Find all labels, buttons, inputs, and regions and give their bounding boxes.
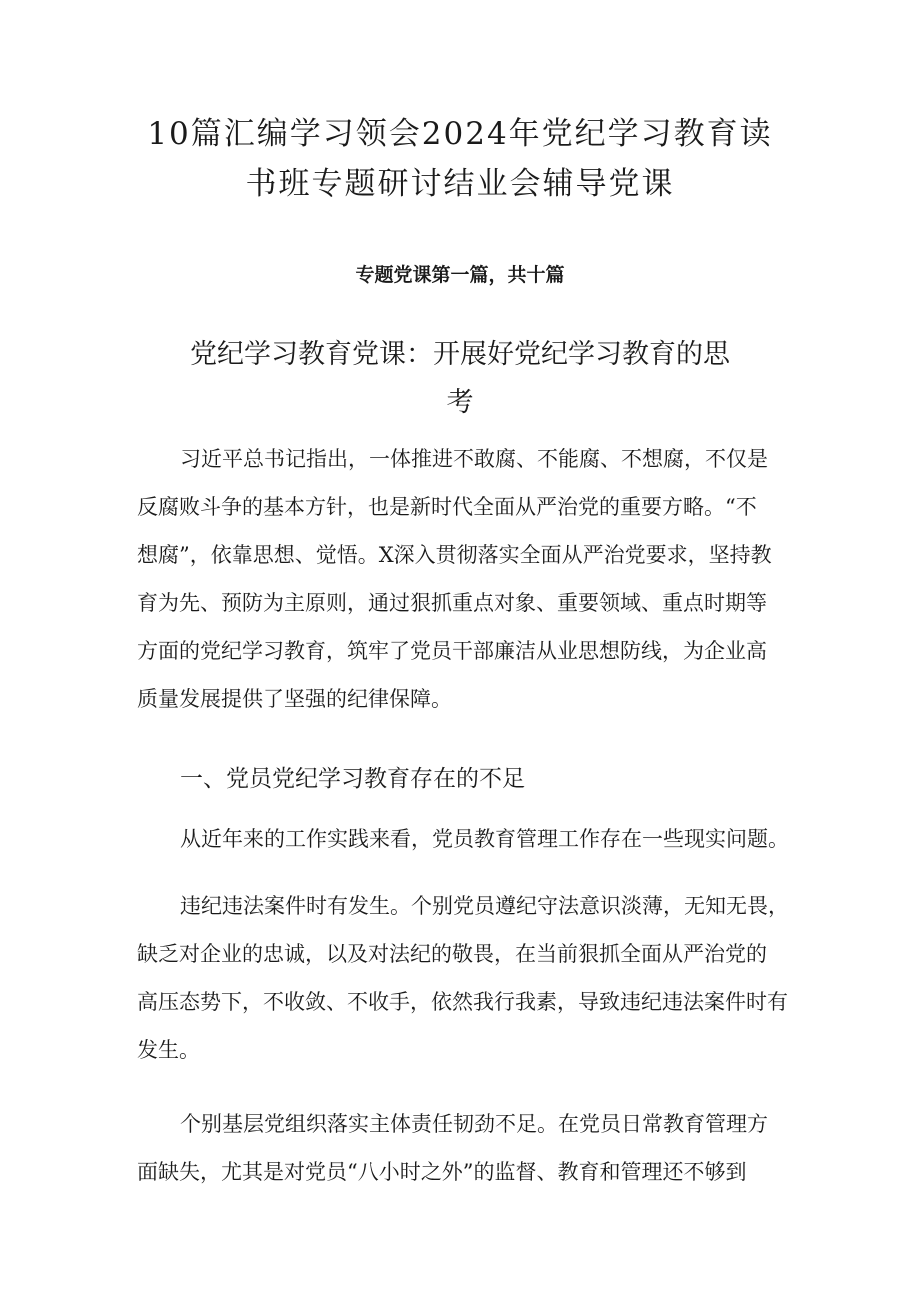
section-paragraph-line: 发生。 (137, 1038, 200, 1062)
section-paragraph-line: 个别基层党组织落实主体责任韧劲不足。在党员日常教育管理方 (180, 1112, 768, 1136)
lecture-title-line-2: 考 (446, 387, 474, 418)
section-paragraph-line: 面缺失，尤其是对党员“八小时之外”的监督、教育和管理还不够到 (137, 1160, 747, 1184)
intro-paragraph-line: 方面的党纪学习教育，筑牢了党员干部廉洁从业思想防线，为企业高 (137, 639, 767, 663)
section-paragraph-line: 从近年来的工作实践来看，党员教育管理工作存在一些现实问题。 (180, 827, 789, 851)
intro-paragraph-line: 反腐败斗争的基本方针，也是新时代全面从严治党的重要方略。“不 (137, 495, 757, 519)
section-paragraph-line: 高压态势下，不收敛、不收手，依然我行我素，导致违纪违法案件时有 (137, 990, 788, 1014)
section-heading: 一、党员党纪学习教育存在的不足 (180, 766, 525, 792)
intro-paragraph-line: 想腐”，依靠思想、觉悟。X深入贯彻落实全面从严治党要求，坚持教 (137, 543, 772, 567)
lecture-series-subheading: 专题党课第一篇，共十篇 (355, 264, 565, 286)
document-title-line-2: 书班专题研讨结业会辅导党课 (245, 166, 675, 202)
document-title-line-1: 10篇汇编学习领会2024年党纪学习教育读 (147, 116, 773, 152)
lecture-title-line-1: 党纪学习教育党课：开展好党纪学习教育的思 (190, 339, 730, 370)
intro-paragraph-line: 习近平总书记指出，一体推进不敢腐、不能腐、不想腐，不仅是 (180, 447, 768, 471)
section-paragraph-line: 缺乏对企业的忠诚，以及对法纪的敬畏，在当前狠抓全面从严治党的 (137, 942, 767, 966)
intro-paragraph-line: 育为先、预防为主原则，通过狠抓重点对象、重要领域、重点时期等 (137, 591, 767, 615)
intro-paragraph-line: 质量发展提供了坚强的纪律保障。 (137, 687, 452, 711)
section-paragraph-line: 违纪违法案件时有发生。个别党员遵纪守法意识淡薄，无知无畏， (180, 894, 789, 918)
